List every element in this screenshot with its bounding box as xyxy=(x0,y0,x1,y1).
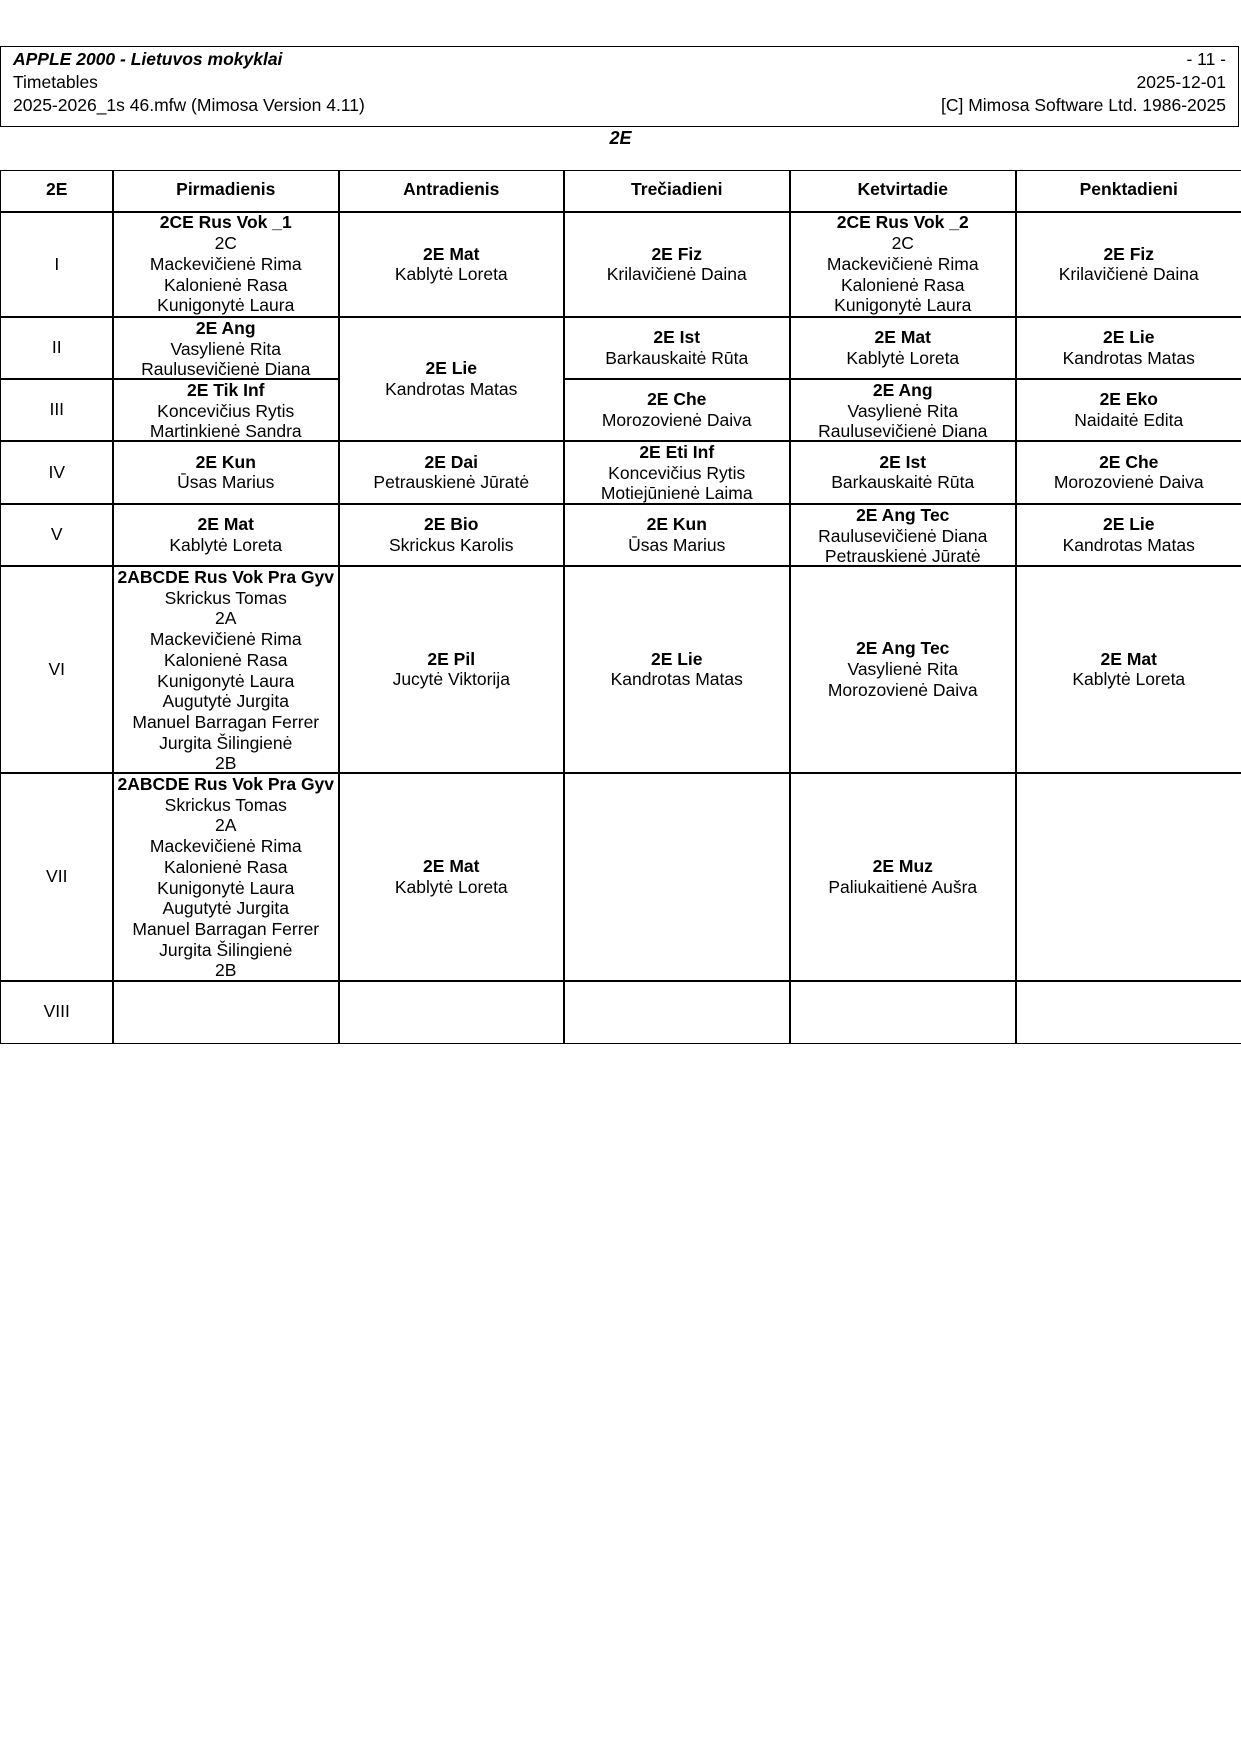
lesson-detail: Martinkienė Sandra xyxy=(149,421,302,442)
lesson-detail: Kunigonytė Laura xyxy=(157,877,295,898)
lesson-detail: Kablytė Loreta xyxy=(394,264,508,285)
lesson-cell xyxy=(789,378,1017,442)
day-header: Trečiadieni xyxy=(563,170,791,213)
lesson-cell xyxy=(338,211,565,318)
day-header: Penktadieni xyxy=(1015,170,1241,213)
lesson-cell xyxy=(1015,565,1241,774)
lesson-subject: 2E Mat xyxy=(1100,648,1157,669)
lesson-subject: 2E Kun xyxy=(195,451,256,472)
lesson-cell xyxy=(338,316,565,442)
lesson-cell xyxy=(563,440,791,505)
lesson-cell xyxy=(563,503,791,567)
lesson-detail: Koncevičius Rytis xyxy=(608,462,746,483)
empty-cell xyxy=(563,980,791,1044)
lesson-cell xyxy=(563,211,791,318)
empty-cell xyxy=(1015,772,1241,982)
lesson-subject: 2E Pil xyxy=(427,648,476,669)
lesson-subject: 2E Kun xyxy=(646,514,707,535)
lesson-cell xyxy=(563,316,791,380)
period-label: VI xyxy=(0,565,114,774)
lesson-cell xyxy=(563,378,791,442)
lesson-subject: 2E Ang xyxy=(195,318,256,338)
lesson-detail: Motiejūnienė Laima xyxy=(600,483,753,504)
lesson-cell xyxy=(789,503,1017,567)
lesson-cell xyxy=(112,316,340,380)
lesson-detail: Manuel Barragan Ferrer xyxy=(132,918,320,939)
lesson-detail: Skrickus Karolis xyxy=(389,534,514,555)
lesson-cell xyxy=(112,440,340,505)
lesson-subject: 2E Che xyxy=(1099,451,1159,472)
day-header: Pirmadienis xyxy=(112,170,340,213)
lesson-cell xyxy=(1015,316,1241,380)
lesson-detail: Krilavičienė Daina xyxy=(1058,264,1199,285)
lesson-cell xyxy=(789,440,1017,505)
lesson-subject: 2E Ist xyxy=(653,327,701,348)
report-date: 2025-12-01 xyxy=(1136,72,1226,92)
lesson-detail: Augutytė Jurgita xyxy=(162,898,289,919)
lesson-subject: 2E Dai xyxy=(424,451,478,472)
report-subtitle: Timetables xyxy=(13,72,98,92)
lesson-cell xyxy=(1015,503,1241,567)
lesson-cell xyxy=(789,211,1017,318)
lesson-subject: 2E Lie xyxy=(425,358,478,379)
lesson-subject: 2E Lie xyxy=(650,648,703,669)
lesson-subject: 2E Mat xyxy=(423,856,480,877)
lesson-detail: Jurgita Šilingienė xyxy=(159,939,293,960)
lesson-cell xyxy=(112,565,340,774)
lesson-subject: 2E Tik Inf xyxy=(187,380,265,400)
lesson-detail: Paliukaitienė Aušra xyxy=(828,876,978,897)
day-header: Ketvirtadie xyxy=(789,170,1017,213)
empty-cell xyxy=(112,980,340,1044)
lesson-cell xyxy=(1015,440,1241,505)
day-header: Antradienis xyxy=(338,170,565,213)
lesson-subject: 2E Mat xyxy=(874,327,931,348)
file-name: 2025-2026_1s 46.mfw (Mimosa Version 4.11) xyxy=(13,95,365,115)
lesson-subject: 2E Fiz xyxy=(651,243,703,264)
period-label: I xyxy=(0,211,114,318)
lesson-detail: Raulusevičienė Diana xyxy=(141,359,311,380)
lesson-detail: Naidaitė Edita xyxy=(1074,409,1184,430)
lesson-detail: Barkauskaitė Rūta xyxy=(605,347,749,368)
lesson-subject: 2E Ang xyxy=(872,380,933,400)
lesson-detail: 2C xyxy=(891,233,914,254)
lesson-subject: 2E Ang Tec xyxy=(856,638,950,659)
lesson-cell xyxy=(563,565,791,774)
lesson-subject: 2E Muz xyxy=(872,856,933,877)
lesson-detail: Raulusevičienė Diana xyxy=(818,421,988,442)
lesson-detail: Krilavičienė Daina xyxy=(606,264,747,285)
lesson-detail: Kunigonytė Laura xyxy=(834,295,972,316)
lesson-detail: Koncevičius Rytis xyxy=(157,400,295,421)
lesson-detail: Kablytė Loreta xyxy=(1072,669,1186,690)
lesson-detail: Kandrotas Matas xyxy=(385,378,518,399)
lesson-detail: Kablytė Loreta xyxy=(169,534,283,555)
period-label: III xyxy=(0,378,114,442)
lesson-subject: 2ABCDE Rus Vok Pra Gyv xyxy=(117,774,335,794)
lesson-detail: Barkauskaitė Rūta xyxy=(831,472,975,493)
period-label: VII xyxy=(0,772,114,982)
lesson-cell xyxy=(338,772,565,982)
lesson-detail: Kalonienė Rasa xyxy=(163,649,288,670)
lesson-detail: Skrickus Tomas xyxy=(164,587,287,608)
lesson-subject: 2E Lie xyxy=(1102,327,1155,348)
corner-header: 2E xyxy=(0,170,114,213)
lesson-detail: Kandrotas Matas xyxy=(1062,534,1195,555)
lesson-cell xyxy=(1015,211,1241,318)
lesson-detail: Raulusevičienė Diana xyxy=(818,525,988,546)
lesson-detail: Ūsas Marius xyxy=(628,534,726,555)
empty-cell xyxy=(789,980,1017,1044)
empty-cell xyxy=(563,772,791,982)
lesson-detail: Skrickus Tomas xyxy=(164,794,287,815)
lesson-detail: Ūsas Marius xyxy=(177,472,275,493)
period-label: VIII xyxy=(0,980,114,1044)
lesson-detail: 2A xyxy=(215,608,237,629)
lesson-detail: Kablytė Loreta xyxy=(394,876,508,897)
lesson-detail: Mackevičienė Rima xyxy=(149,836,302,857)
lesson-subject: 2E Ang Tec xyxy=(856,505,950,525)
lesson-detail: Jucytė Viktorija xyxy=(392,669,510,690)
lesson-cell xyxy=(789,772,1017,982)
lesson-subject: 2E Che xyxy=(647,389,707,410)
lesson-subject: 2E Eti Inf xyxy=(639,442,715,462)
lesson-cell xyxy=(338,565,565,774)
lesson-subject: 2E Bio xyxy=(424,514,479,535)
lesson-subject: 2CE Rus Vok _1 xyxy=(159,212,292,233)
lesson-cell xyxy=(1015,378,1241,442)
lesson-detail: Morozovienė Daiva xyxy=(1053,472,1204,493)
lesson-cell xyxy=(338,440,565,505)
lesson-detail: Jurgita Šilingienė xyxy=(159,732,293,753)
lesson-detail: Vasylienė Rita xyxy=(170,338,282,359)
lesson-cell xyxy=(112,211,340,318)
page-number: - 11 - xyxy=(1186,49,1226,69)
lesson-detail: Vasylienė Rita xyxy=(847,400,959,421)
lesson-detail: Mackevičienė Rima xyxy=(149,253,302,274)
lesson-detail: 2B xyxy=(215,753,237,774)
lesson-detail: Morozovienė Daiva xyxy=(601,409,752,430)
period-label: V xyxy=(0,503,114,567)
lesson-cell xyxy=(789,565,1017,774)
lesson-subject: 2ABCDE Rus Vok Pra Gyv xyxy=(117,567,335,587)
lesson-detail: Kandrotas Matas xyxy=(610,669,743,690)
lesson-subject: 2E Mat xyxy=(197,514,254,535)
lesson-cell xyxy=(112,772,340,982)
lesson-cell xyxy=(789,316,1017,380)
lesson-subject: 2E Fiz xyxy=(1103,243,1155,264)
lesson-detail: Kunigonytė Laura xyxy=(157,295,295,316)
lesson-detail: Manuel Barragan Ferrer xyxy=(132,711,320,732)
lesson-detail: Mackevičienė Rima xyxy=(826,253,979,274)
lesson-cell xyxy=(338,503,565,567)
lesson-detail: 2A xyxy=(215,815,237,836)
lesson-detail: Vasylienė Rita xyxy=(847,658,959,679)
lesson-detail: Kandrotas Matas xyxy=(1062,347,1195,368)
lesson-detail: Petrauskienė Jūratė xyxy=(373,472,530,493)
lesson-subject: 2CE Rus Vok _2 xyxy=(836,212,969,233)
lesson-cell xyxy=(112,378,340,442)
lesson-detail: 2C xyxy=(214,233,237,254)
lesson-subject: 2E Eko xyxy=(1099,389,1158,410)
empty-cell xyxy=(338,980,565,1044)
lesson-detail: Kablytė Loreta xyxy=(846,347,960,368)
lesson-detail: Kalonienė Rasa xyxy=(163,274,288,295)
lesson-subject: 2E Mat xyxy=(423,243,480,264)
lesson-detail: Kalonienė Rasa xyxy=(163,856,288,877)
lesson-detail: Kunigonytė Laura xyxy=(157,670,295,691)
lesson-subject: 2E Lie xyxy=(1102,514,1155,535)
lesson-detail: Petrauskienė Jūratė xyxy=(824,546,981,567)
timetable-caption: 2E xyxy=(609,128,632,148)
lesson-subject: 2E Ist xyxy=(879,451,927,472)
lesson-detail: Morozovienė Daiva xyxy=(827,679,978,700)
lesson-detail: Mackevičienė Rima xyxy=(149,629,302,650)
period-label: IV xyxy=(0,440,114,505)
report-title: APPLE 2000 - Lietuvos mokyklai xyxy=(13,49,283,69)
lesson-detail: Kalonienė Rasa xyxy=(840,274,965,295)
lesson-detail: 2B xyxy=(215,960,237,981)
empty-cell xyxy=(1015,980,1241,1044)
lesson-cell xyxy=(112,503,340,567)
copyright: [C] Mimosa Software Ltd. 1986-2025 xyxy=(940,95,1226,115)
lesson-detail: Augutytė Jurgita xyxy=(162,691,289,712)
period-label: II xyxy=(0,316,114,380)
